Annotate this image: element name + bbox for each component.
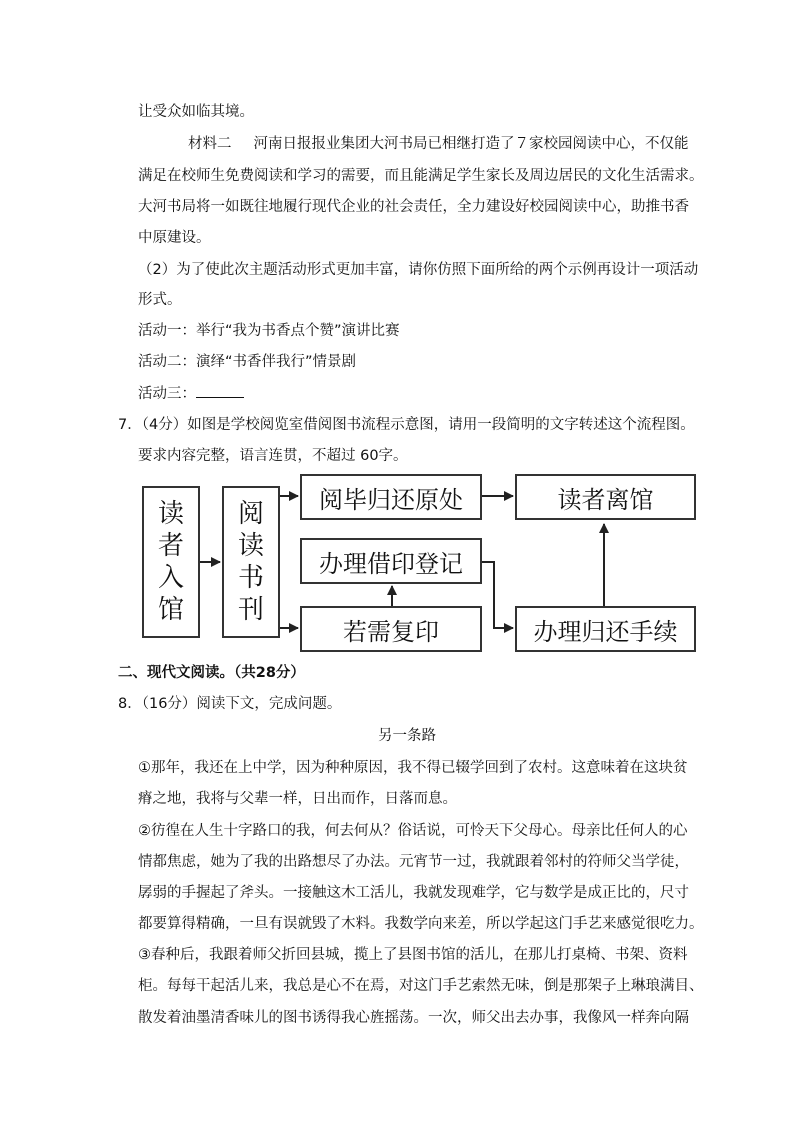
box-reader-enters-char: 馆 bbox=[157, 595, 184, 625]
box-reader-leaves: 读者离馆 bbox=[515, 474, 696, 520]
paragraph-3-line-3: 散发着油墨清香味儿的图书诱得我心旌摇荡。一次，师父出去办事，我像风一样奔向隔 bbox=[138, 1010, 689, 1026]
box-if-copy-needed: 若需复印 bbox=[300, 606, 482, 652]
activity-2: 活动二：演绎“书香伴我行”情景剧 bbox=[138, 354, 357, 370]
box-read-books-char: 书 bbox=[237, 563, 264, 593]
material-line-4: 中原建设。 bbox=[138, 230, 211, 246]
box-register-copy: 办理借印登记 bbox=[300, 538, 482, 584]
box-return-to-original-place: 阅毕归还原处 bbox=[300, 474, 482, 520]
material-line-1-text: 河南日报报业集团大河书局已相继打造了７家校园阅读中心，不仅能 bbox=[253, 136, 689, 152]
box-reader-enters-char: 者 bbox=[157, 531, 184, 561]
paragraph-2-line-4: 都要算得精确，一旦有误就毁了木料。我数学向来差，所以学起这门手艺来感觉很吃力。 bbox=[138, 916, 704, 932]
activity-1: 活动一：举行“我为书香点个赞”演讲比赛 bbox=[138, 323, 400, 339]
borrowing-flowchart bbox=[140, 474, 700, 656]
section-heading: 二、现代文阅读。（共28分） bbox=[118, 665, 305, 681]
material-line-2: 满足在校师生免费阅读和学习的需要，而且能满足学生家长及周边居民的文化生活需求。 bbox=[138, 168, 704, 184]
paragraph-1-line-2: 瘠之地，我将与父辈一样，日出而作，日落而息。 bbox=[138, 791, 457, 807]
activity-3 bbox=[138, 383, 244, 404]
box-reader-enters-char: 读 bbox=[157, 499, 184, 529]
material-label: 材料二 bbox=[188, 136, 232, 152]
paragraph-2-line-3: 孱弱的手握起了斧头。一接触这木工活儿，我就发现难学，它与数学是成正比的，尺寸 bbox=[138, 885, 689, 901]
q7-line-2: 要求内容完整，语言连贯，不超过 60字。 bbox=[138, 448, 408, 464]
box-read-books-char: 读 bbox=[237, 531, 264, 561]
q6-2-line-1: （2）为了使此次主题活动形式更加丰富，请你仿照下面所给的两个示例再设计一项活动 bbox=[138, 262, 699, 278]
q7-line-1: 7．（4分）如图是学校阅览室借阅图书流程示意图，请用一段简明的文字转述这个流程图。 bbox=[118, 417, 695, 433]
box-reader-enters-char: 入 bbox=[157, 563, 184, 593]
box-reader-enters bbox=[142, 486, 200, 638]
box-return-procedure: 办理归还手续 bbox=[515, 606, 696, 652]
material-line-0: 让受众如临其境。 bbox=[138, 104, 254, 120]
article-title: 另一条路 bbox=[378, 728, 436, 744]
activity-3-label: 活动三： bbox=[138, 386, 196, 402]
q8-line-1: 8．（16分）阅读下文，完成问题。 bbox=[118, 696, 342, 712]
box-read-books-char: 刊 bbox=[237, 595, 264, 625]
paragraph-3-line-2: 柜。每每干起活儿来，我总是心不在焉，对这门手艺索然无味，倒是那架子上琳琅满目、 bbox=[138, 978, 704, 994]
arrow-register-to-procedure bbox=[482, 562, 513, 628]
material-line-1 bbox=[188, 134, 689, 154]
answer-blank[interactable] bbox=[196, 383, 244, 398]
paragraph-2-line-2: 情都焦虑，她为了我的出路想尽了办法。元宵节一过，我就跟着邻村的符师父当学徒， bbox=[138, 854, 689, 870]
paragraph-2-line-1: ②彷徨在人生十字路口的我，何去何从？俗话说，可怜天下父母心。母亲比任何人的心 bbox=[138, 823, 688, 839]
box-read-books-char: 阅 bbox=[237, 499, 264, 529]
q6-2-line-2: 形式。 bbox=[138, 292, 182, 308]
paragraph-1-line-1: ①那年，我还在上中学，因为种种原因，我不得已辍学回到了农村。这意味着在这块贫 bbox=[138, 760, 688, 776]
box-read-books bbox=[222, 486, 280, 638]
paragraph-3-line-1: ③春种后，我跟着师父折回县城，揽上了县图书馆的活儿，在那儿打桌椅、书架、资料 bbox=[138, 947, 688, 963]
material-line-3: 大河书局将一如既往地履行现代企业的社会责任，全力建设好校园阅读中心，助推书香 bbox=[138, 199, 689, 215]
